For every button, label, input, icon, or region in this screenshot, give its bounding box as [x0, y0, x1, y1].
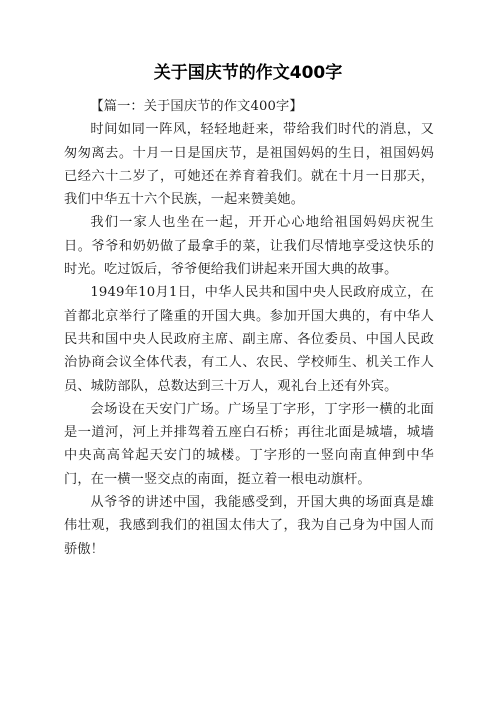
paragraph: 1949年10月1日，中华人民共和国中央人民政府成立，在首都北京举行了隆重的开国大典。参加开国大典的，有中华人民共和国中央人民政府主席、副主席、各位委员、中国人民政治协商会议全体代表，有工人、农民、学校师生、机关工作人员、城防部队，总数达到三十万人，观礼台上还有外宾。 — [64, 285, 434, 394]
section-heading: 【篇一：关于国庆节的作文400字】 — [90, 99, 303, 114]
paragraph: 我们一家人也坐在一起，开开心心地给祖国妈妈庆祝生日。爷爷和奶奶做了最拿手的菜，让我们尽情地享受这快乐的时光。吃过饭后，爷爷便给我们讲起来开国大典的故事。 — [64, 215, 434, 278]
paragraph: 从爷爷的讲述中国，我能感受到，开国大典的场面真是雄伟壮观，我感到我们的祖国太伟大了，我为自己身为中国人而骄傲！ — [64, 495, 434, 557]
paragraph: 时间如同一阵风，轻轻地赶来，带给我们时代的消息，又匆匆离去。十月一日是国庆节，是祖国妈妈的生日，祖国妈妈已经六十二岁了，可她还在养育着我们。就在十月一日那天，我们中华五十六个民族，一起来赞美她。 — [64, 122, 434, 208]
document-body — [64, 95, 434, 561]
paragraph: 会场设在天安门广场。广场呈丁字形，丁字形一横的北面是一道河，河上并排驾着五座白石桥；再往北面是城墙，城墙中央高高耸起天安门的城楼。丁字形的一竖向南直伸到中华门，在一横一竖交点的南面，挺立着一根电动旗杆。 — [64, 401, 434, 487]
document-title: 关于国庆节的作文400字 — [153, 63, 343, 83]
